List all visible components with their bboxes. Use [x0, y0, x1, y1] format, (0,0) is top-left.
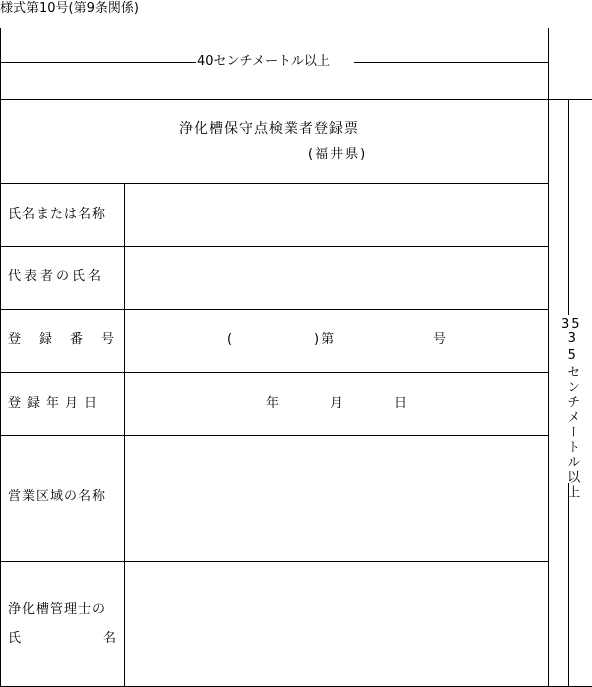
business-area-field[interactable]	[125, 436, 548, 561]
table-left-border	[0, 28, 1, 687]
reg-date-year: 年	[266, 396, 280, 411]
row-divider	[0, 309, 548, 310]
table-right-border	[548, 28, 549, 687]
form-number-label: 様式第10号(第9条関係)	[0, 1, 139, 16]
prefecture-label: (福井県)	[308, 147, 368, 162]
width-dimension-line-right	[354, 62, 548, 63]
reg-number-open-paren: (	[227, 332, 233, 347]
name-field[interactable]	[125, 184, 548, 246]
row-divider	[0, 372, 548, 373]
manager-name-field[interactable]	[125, 562, 548, 686]
registration-number-label: 登録番号	[8, 332, 133, 347]
height-dimension-note: 3535センチメートル以上	[561, 317, 582, 500]
form-title: 浄化槽保守点検業者登録票	[179, 121, 359, 137]
name-label: 氏名または名称	[8, 207, 107, 222]
representative-label: 代表者の氏名	[8, 269, 105, 284]
height-dimension-line-bottom	[568, 483, 569, 687]
reg-date-day: 日	[394, 396, 408, 411]
manager-label-line1: 浄化槽管理士の	[8, 602, 107, 617]
reg-date-month: 月	[330, 396, 344, 411]
title-top-border	[0, 99, 592, 100]
reg-number-close-paren-dai: )第	[314, 332, 337, 347]
reg-number-go: 号	[433, 332, 447, 347]
width-dimension-note: 40センチメートル以上	[197, 54, 331, 69]
manager-label-line2: 氏名	[8, 631, 199, 646]
representative-field[interactable]	[125, 247, 548, 309]
business-area-label: 営業区域の名称	[8, 489, 107, 504]
width-dimension-line-left	[0, 62, 196, 63]
height-dimension-line-top	[568, 99, 569, 315]
registration-date-label: 登録年月日	[8, 396, 104, 411]
